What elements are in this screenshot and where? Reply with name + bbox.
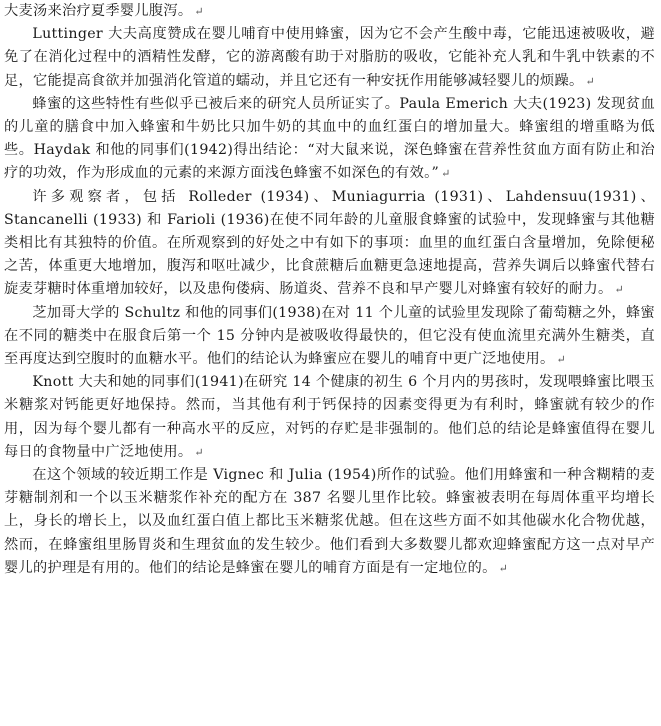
paragraph-mark-icon: ↵: [585, 74, 596, 88]
paragraph-5-text: 芝加哥大学的 Schultz 和他的同事们(1938)在对 11 个儿童的试验里发现除了葡萄糖之外，蜂蜜在不同的糖类中在服食后第一个 15 分钟内是被吸收得最快的，但它没有使血流里充满外生糖类，直至再度达到空腹时的血糖水平。他们的结论认为蜂蜜应在婴儿的哺育中更广泛地使用。: [4, 304, 655, 368]
paragraph-mark-icon: ↵: [614, 283, 625, 297]
paragraph-mark-icon: ↵: [556, 353, 567, 367]
paragraph-7: [4, 464, 655, 580]
paragraph-mark-icon: ↵: [194, 445, 204, 459]
paragraph-1-text: 大麦汤来治疗夏季婴儿腹泻。: [4, 3, 193, 19]
paragraph-mark-icon: ↵: [441, 167, 451, 181]
paragraph-mark-icon: ↵: [194, 5, 204, 18]
paragraph-2: [4, 23, 655, 93]
paragraph-mark-icon: ↵: [498, 561, 509, 575]
paragraph-7-text: 在这个领域的较近期工作是 Vignec 和 Julia (1954)所作的试验。他们用蜂蜜和一种含糊精的麦芽糖制剂和一个以玉米糖浆作补充的配方在 387 名婴儿里作比较。蜂蜜被表明在每周体重平均增长上，身长的增长上，以及血红蛋白值上都比玉米糖浆优越。但在这些方面不如其他碳水化合物优越，然而，在蜂蜜组里肠胃炎和生理贫血的发生较少。他们看到大多数婴儿都欢迎蜂蜜配方这一点对早产婴儿的护理是有用的。他们的结论是蜂蜜在婴儿的哺育方面是有一定地位的。: [4, 467, 655, 576]
paragraph-2-text: Luttinger 大夫高度赞成在婴儿哺育中使用蜂蜜，因为它不会产生酸中毒，它能迅速被吸收，避免了在消化过程中的酒精性发酵，它的游离酸有助于对脂肪的吸收，它能补充人乳和牛乳中铁素的不足，它能提高食欲并加强消化管道的蠕动，并且它还有一种安抚作用能够减轻婴儿的烦躁。: [4, 26, 655, 89]
paragraph-1: [4, 0, 655, 23]
paragraph-4: [4, 186, 655, 302]
paragraph-4-text: 许多观察者，包括 Rolleder (1934)、Muniagurria (1931)、Lahdensuu(1931)、Stancanelli (1933) 和 Farioli (1936)在使不同年龄的儿童服食蜂蜜的试验中，发现蜂蜜与其他糖类相比有其独特的价值。在所观察到的好处之中有如下的事项：血里的血红蛋白含量增加，免除便秘之苦，体重更大地增加，腹泻和呕吐减少，比食蔗糖后血糖更急速地提高，营养失调后以蜂蜜代替右旋麦芽糖时体重增加较好，以及患佝偻病、肠道炎、营养不良和早产婴儿对蜂蜜有较好的耐力。: [4, 188, 655, 298]
paragraph-3-text: 蜂蜜的这些特性有些似乎已被后来的研究人员所证实了。Paula Emerich 大夫(1923) 发现贫血的儿童的膳食中加入蜂蜜和牛奶比只加牛奶的其血中的血红蛋白的增加量大。蜂蜜组的增重略为低些。Haydak 和他的同事们(1942)得出结论：“对大鼠来说，深色蜂蜜在营养性贫血方面有防止和治疗的功效，作为形成血的元素的来源方面浅色蜂蜜不如深色的有效。”: [4, 95, 655, 182]
paragraph-6: [4, 371, 655, 464]
paragraph-3: [4, 93, 655, 186]
paragraph-6-text: Knott 大夫和她的同事们(1941)在研究 14 个健康的初生 6 个月内的男孩时，发现喂蜂蜜比喂玉米糖浆对钙能更好地保持。然而，当其他有利于钙保持的因素变得更为有利时，蜂蜜就有较少的作用，因为每个婴儿都有一种高水平的反应，对钙的存贮是非强制的。他们总的结论是蜂蜜值得在婴儿每日的食物量中广泛地使用。: [4, 374, 655, 460]
paragraph-5: [4, 302, 655, 372]
